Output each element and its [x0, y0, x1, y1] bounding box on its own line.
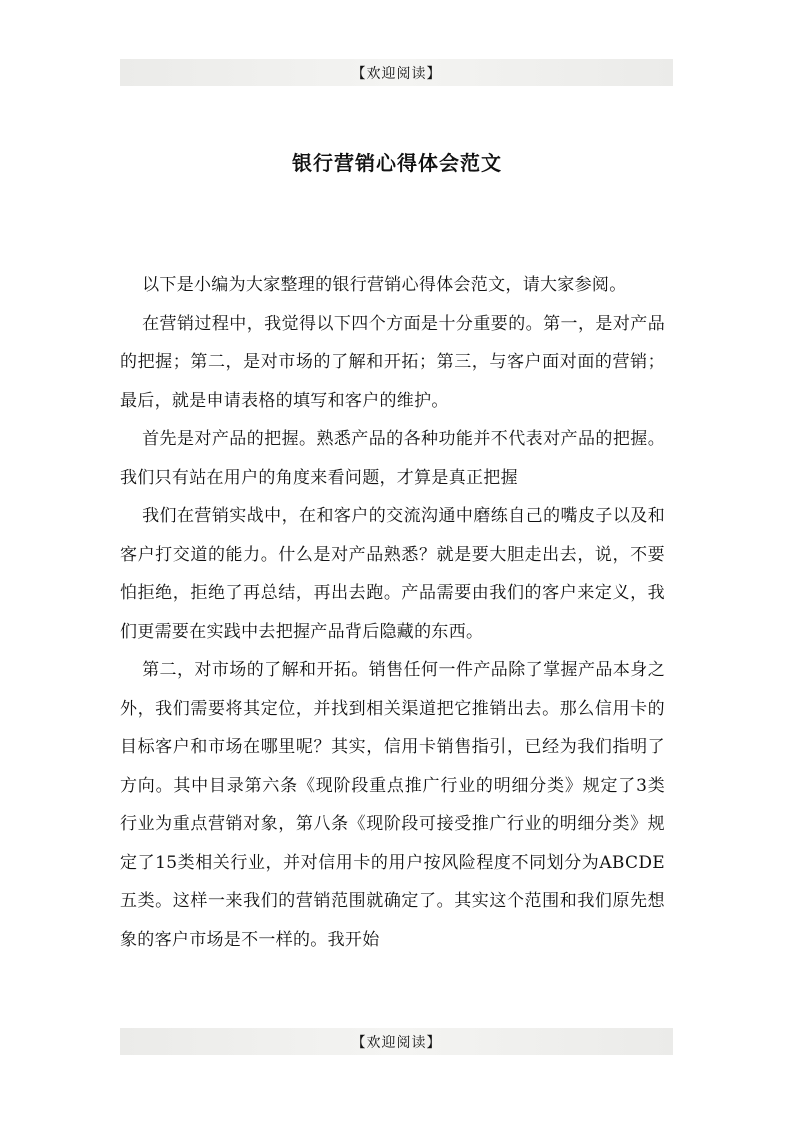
- header-banner: [120, 59, 673, 86]
- footer-banner: [120, 1028, 673, 1055]
- paragraph-intro: 以下是小编为大家整理的银行营销心得体会范文，请大家参阅。: [142, 275, 627, 295]
- document-body: [120, 266, 665, 959]
- paragraph-product: 首先是对产品的把握。熟悉产品的各种功能并不代表对产品的把握。我们只有站在用户的角度来看问题，才算是真正把握: [120, 429, 665, 488]
- header-banner-label: 【欢迎阅读】: [351, 65, 442, 82]
- document-title: 银行营销心得体会范文: [292, 151, 502, 175]
- paragraph-market: 第二，对市场的了解和开拓。销售任何一件产品除了掌握产品本身之外，我们需要将其定位，并找到相关渠道把它推销出去。那么信用卡的目标客户和市场在哪里呢？其实，信用卡销售指引，已经为我们指明了方向。其中目录第六条《现阶段重点推广行业的明细分类》规定了3类行业为重点营销对象，第八条《现阶段可接受推广行业的明细分类》规定了15类相关行业，并对信用卡的用户按风险程度不同划分为ABCDE五类。这样一来我们的营销范围就确定了。其实这个范围和我们原先想象的客户市场是不一样的。我开始: [120, 660, 665, 950]
- footer-banner-label: 【欢迎阅读】: [351, 1034, 442, 1051]
- paragraph-overview: 在营销过程中，我觉得以下四个方面是十分重要的。第一，是对产品的把握；第二，是对市场的了解和开拓；第三，与客户面对面的营销；最后，就是申请表格的填写和客户的维护。: [120, 313, 665, 411]
- paragraph-practice: 我们在营销实战中，在和客户的交流沟通中磨练自己的嘴皮子以及和客户打交道的能力。什么是对产品熟悉？就是要大胆走出去，说，不要怕拒绝，拒绝了再总结，再出去跑。产品需要由我们的客户来定义，我们更需要在实践中去把握产品背后隐藏的东西。: [120, 506, 665, 642]
